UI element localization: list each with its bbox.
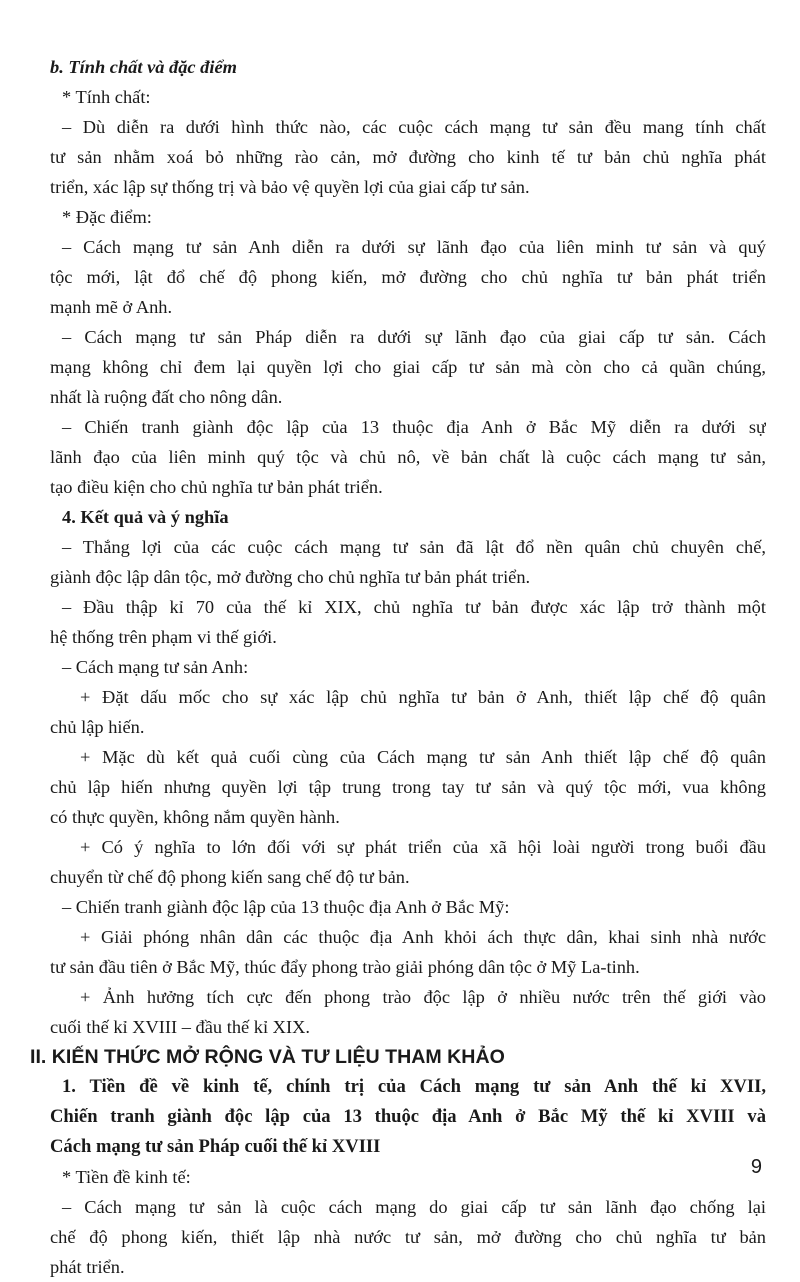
text-line: chuyển từ chế độ phong kiến sang chế độ tư bản. [50,867,410,887]
text-line: – Cách mạng tư sản là cuộc cách mạng do giai cấp tư sản lãnh đạo chống lại [62,1197,766,1217]
text-line: + Có ý nghĩa to lớn đối với sự phát triển của xã hội loài người trong buổi đầu [80,837,766,857]
text-line: phát triển. [50,1257,125,1277]
text-line: tư sản đầu tiên ở Bắc Mỹ, thúc đẩy phong trào giải phóng dân tộc ở Mỹ La-tinh. [50,957,640,977]
subheading-line: 1. Tiền đề về kinh tế, chính trị của Cách mạng tư sản Anh thế kỉ XVII, [62,1076,766,1097]
text-line: chủ lập hiến nhưng quyền lợi tập trung trong tay tư sản và quý tộc mới, vua không [50,777,766,797]
text-line: – Chiến tranh giành độc lập của 13 thuộc địa Anh ở Bắc Mỹ: [62,897,510,917]
text-line: * Đặc điểm: [62,207,152,227]
subheading-line: Chiến tranh giành độc lập của 13 thuộc địa Anh ở Bắc Mỹ thế kỉ XVIII và [50,1106,766,1127]
page-body [30,52,766,1282]
text-line: – Cách mạng tư sản Anh: [62,657,249,677]
page-number: 9 [750,1156,762,1178]
section-heading: II. KIẾN THỨC MỞ RỘNG VÀ TƯ LIỆU THAM KHẢO [30,1046,505,1068]
subheading-line: Cách mạng tư sản Pháp cuối thế kỉ XVIII [50,1136,381,1157]
text-line: + Giải phóng nhân dân các thuộc địa Anh khỏi ách thực dân, khai sinh nhà nước [80,927,766,947]
text-line: – Đầu thập kỉ 70 của thế kỉ XIX, chủ nghĩa tư bản được xác lập trở thành một [62,597,766,617]
text-line: hệ thống trên phạm vi thế giới. [50,627,277,647]
text-line: + Đặt dấu mốc cho sự xác lập chủ nghĩa tư bản ở Anh, thiết lập chế độ quân [80,687,766,707]
text-line: tạo điều kiện cho chủ nghĩa tư bản phát triển. [50,477,383,497]
text-line: * Tiền đề kinh tế: [62,1167,191,1187]
text-line: * Tính chất: [62,87,151,107]
text-line: triển, xác lập sự thống trị và bảo vệ quyền lợi của giai cấp tư sản. [50,177,530,197]
text-line: nhất là ruộng đất cho nông dân. [50,387,283,407]
text-line: – Chiến tranh giành độc lập của 13 thuộc địa Anh ở Bắc Mỹ diễn ra dưới sự [62,417,766,437]
text-line: – Thắng lợi của các cuộc cách mạng tư sản đã lật đổ nền quân chủ chuyên chế, [62,537,766,557]
text-line: – Cách mạng tư sản Anh diễn ra dưới sự lãnh đạo của liên minh tư sản và quý [62,237,766,257]
text-line: mạnh mẽ ở Anh. [50,297,173,317]
text-line: chủ lập hiến. [50,717,145,737]
text-line: – Dù diễn ra dưới hình thức nào, các cuộc cách mạng tư sản đều mang tính chất [62,117,766,137]
text-line: lãnh đạo của liên minh quý tộc và chủ nô, về bản chất là cuộc cách mạng tư sản, [50,447,766,467]
text-line: + Ảnh hưởng tích cực đến phong trào độc lập ở nhiều nước trên thế giới vào [80,987,766,1007]
text-line: có thực quyền, không nắm quyền hành. [50,807,340,827]
text-line: tư sản nhằm xoá bỏ những rào cản, mở đường cho kinh tế tư bản chủ nghĩa phát [50,147,766,167]
text-line: tộc mới, lật đổ chế độ phong kiến, mở đường cho chủ nghĩa tư bản phát triển [50,267,766,287]
text-line: – Cách mạng tư sản Pháp diễn ra dưới sự lãnh đạo của giai cấp tư sản. Cách [62,327,766,347]
text-line: chế độ phong kiến, thiết lập nhà nước tư sản, mở đường cho chủ nghĩa tư bản [50,1227,766,1247]
subheading-line: 4. Kết quả và ý nghĩa [62,507,229,527]
text-line: giành độc lập dân tộc, mở đường cho chủ nghĩa tư bản phát triển. [50,567,531,587]
text-line: cuối thế kỉ XVIII – đầu thế kỉ XIX. [50,1017,310,1037]
subheading-line: b. Tính chất và đặc điểm [50,57,237,77]
text-line: + Mặc dù kết quả cuối cùng của Cách mạng tư sản Anh thiết lập chế độ quân [80,747,766,767]
text-line: mạng không chỉ đem lại quyền lợi cho giai cấp tư sản mà còn cho cả quần chúng, [50,357,766,377]
